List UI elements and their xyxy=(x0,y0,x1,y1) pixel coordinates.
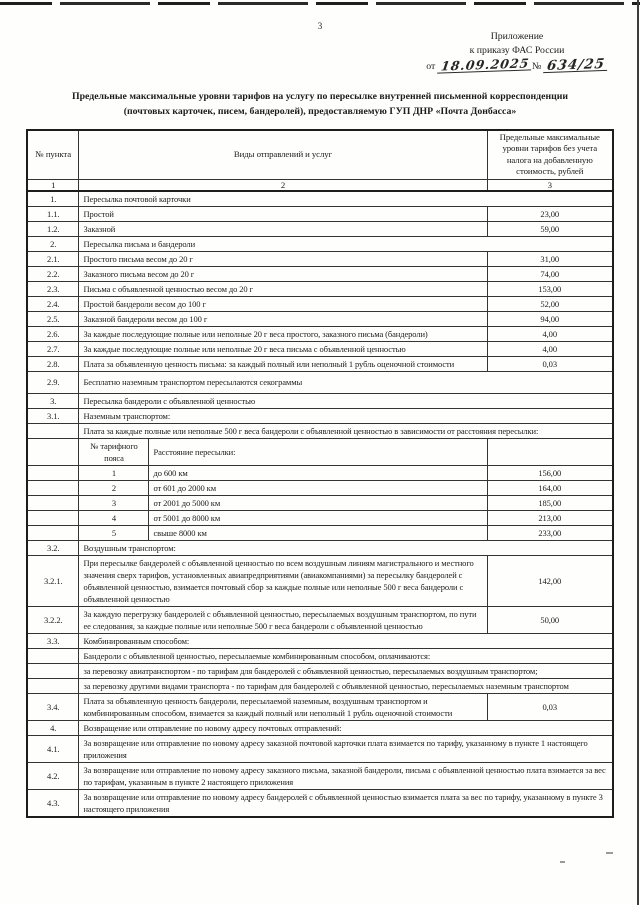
table-row xyxy=(27,510,613,525)
number-sign: № xyxy=(532,61,542,72)
row-text: Бесплатно наземным транспортом пересылаются секограммы xyxy=(79,371,613,393)
row-text: Пересылка письма и бандероли xyxy=(79,236,613,251)
row-num: 3.1. xyxy=(27,408,79,423)
row-value: 185,00 xyxy=(487,495,613,510)
handwritten-order-number: 634/25 xyxy=(543,58,609,73)
row-text: Заказного письма весом до 20 г xyxy=(79,266,487,281)
table-row xyxy=(27,693,613,720)
header-col-number: № пункта xyxy=(27,130,79,180)
colnum-1: 1 xyxy=(27,179,79,191)
row-value: 23,00 xyxy=(487,206,613,221)
row-num xyxy=(27,423,79,438)
zone-number: 3 xyxy=(79,495,149,510)
scan-artifact xyxy=(606,852,613,854)
annex-date-line xyxy=(412,55,622,75)
header-col-services: Виды отправлений и услуг xyxy=(79,130,487,180)
row-text: за перевозку авиатранспортом - по тарифам для бандеролей с объявленной ценностью, пересылаемых воздушным транспортом; xyxy=(79,663,613,678)
zone-number: 2 xyxy=(79,480,149,495)
colnum-2: 2 xyxy=(79,179,487,191)
row-num xyxy=(27,663,79,678)
row-num xyxy=(27,510,79,525)
table-row xyxy=(27,555,613,606)
table-row xyxy=(27,251,613,266)
row-text: Плата за объявленную ценность письма: за каждый полный или неполный 1 рубль оценочной стоимости xyxy=(79,356,487,371)
table-row xyxy=(27,735,613,762)
row-num: 3. xyxy=(27,393,79,408)
row-num: 4.2. xyxy=(27,762,79,789)
page-number: 3 xyxy=(317,21,323,31)
table-row xyxy=(27,206,613,221)
row-text: Плата за объявленную ценность бандероли, пересылаемой наземным, воздушным транспортом и комбинированным способом, взимается за каждый полный или неполный 1 рубль оценочной стоимости xyxy=(79,693,487,720)
row-num: 2.6. xyxy=(27,326,79,341)
table-row xyxy=(27,371,613,393)
table-row xyxy=(27,266,613,281)
row-num: 3.2.2. xyxy=(27,606,79,633)
zone-header: № тарифного пояса xyxy=(79,438,149,465)
row-text: При пересылке бандеролей с объявленной ценностью по всем воздушным линиям магистрального и местного значения сверх тарифов, установленных авиапредприятиями (авиакомпаниями) за пересылку бандеролей с объявленной ценностью, взимается почтовый сбор за каждые полные или неполные 500 г веса бандероли с объявленной ценностью xyxy=(79,555,487,606)
row-text: За каждую перегрузку бандеролей с объявленной ценностью, пересылаемых воздушным транспортом, по пути ее следования, за каждые полные или неполные 500 г веса бандероли с объявленной ценностью xyxy=(79,606,487,633)
table-row xyxy=(27,281,613,296)
row-num xyxy=(27,648,79,663)
row-num xyxy=(27,525,79,540)
row-text: Пересылка почтовой карточки xyxy=(79,191,613,207)
column-number-row xyxy=(27,179,613,191)
row-text: до 600 км xyxy=(149,465,487,480)
scan-artifact xyxy=(560,861,565,863)
row-num: 2.8. xyxy=(27,356,79,371)
row-num: 4.3. xyxy=(27,789,79,817)
table-row xyxy=(27,393,613,408)
row-text: свыше 8000 км xyxy=(149,525,487,540)
row-text: Воздушным транспортом: xyxy=(79,540,613,555)
row-text: За каждые последующие полные или неполные 20 г веса письма с объявленной ценностью xyxy=(79,341,487,356)
table-row xyxy=(27,408,613,423)
title-line-2: (почтовых карточек, писем, бандеролей), предоставляемую ГУП ДНР «Почта Донбасса» xyxy=(123,105,517,117)
row-value: 31,00 xyxy=(487,251,613,266)
table-row xyxy=(27,341,613,356)
table-row xyxy=(27,678,613,693)
row-text: от 601 до 2000 км xyxy=(149,480,487,495)
tariff-table xyxy=(26,129,614,818)
row-num: 2.4. xyxy=(27,296,79,311)
table-row xyxy=(27,525,613,540)
row-text: Простой бандероли весом до 100 г xyxy=(79,296,487,311)
table-row xyxy=(27,221,613,236)
table-row xyxy=(27,326,613,341)
zone-number: 4 xyxy=(79,510,149,525)
row-text: от 2001 до 5000 км xyxy=(149,495,487,510)
table-row xyxy=(27,720,613,735)
row-text: За каждые последующие полные или неполные 20 г веса простого, заказного письма (бандероли) xyxy=(79,326,487,341)
table-row xyxy=(27,296,613,311)
annex-line-1: Приложение xyxy=(490,31,544,42)
row-text: Заказной бандероли весом до 100 г xyxy=(79,311,487,326)
ot-label: от xyxy=(426,61,436,72)
annex-line-2: к приказу ФАС России xyxy=(469,44,565,56)
scan-edge-right xyxy=(637,0,639,905)
zone-number: 1 xyxy=(79,465,149,480)
row-num: 3.2.1. xyxy=(27,555,79,606)
table-row xyxy=(27,789,613,817)
table-row xyxy=(27,423,613,438)
colnum-3: 3 xyxy=(487,179,613,191)
row-num: 2.9. xyxy=(27,371,79,393)
row-value: 52,00 xyxy=(487,296,613,311)
row-num: 1. xyxy=(27,191,79,207)
zone-number: 5 xyxy=(79,525,149,540)
row-value: 213,00 xyxy=(487,510,613,525)
row-num: 3.3. xyxy=(27,633,79,648)
table-row xyxy=(27,633,613,648)
row-text: Пересылка бандероли с объявленной ценностью xyxy=(79,393,613,408)
row-text: Плата за каждые полные или неполные 500 г веса бандероли с объявленной ценностью в зависимости от расстояния пересылки: xyxy=(79,423,613,438)
document-title xyxy=(24,89,616,119)
row-value: 233,00 xyxy=(487,525,613,540)
row-text: Бандероли с объявленной ценностью, пересылаемые комбинированным способом, оплачиваются: xyxy=(79,648,613,663)
row-value: 50,00 xyxy=(487,606,613,633)
table-row xyxy=(27,606,613,633)
row-text: За возвращение или отправление по новому адресу заказной почтовой карточки плата взимается по тарифу, указанному в пункте 1 настоящего приложения xyxy=(79,735,613,762)
row-text: Простой xyxy=(79,206,487,221)
row-num xyxy=(27,480,79,495)
row-value: 4,00 xyxy=(487,326,613,341)
row-text: Возвращение или отправление по новому адресу почтовых отправлений: xyxy=(79,720,613,735)
row-value: 94,00 xyxy=(487,311,613,326)
row-value: 153,00 xyxy=(487,281,613,296)
row-num: 4.1. xyxy=(27,735,79,762)
distance-header: Расстояние пересылки: xyxy=(149,438,487,465)
table-row xyxy=(27,762,613,789)
row-value: 156,00 xyxy=(487,465,613,480)
row-text: Заказной xyxy=(79,221,487,236)
row-text: от 5001 до 8000 км xyxy=(149,510,487,525)
row-text: Письма с объявленной ценностью весом до 20 г xyxy=(79,281,487,296)
row-num: 1.1. xyxy=(27,206,79,221)
row-value: 4,00 xyxy=(487,341,613,356)
table-row xyxy=(27,495,613,510)
row-value: 59,00 xyxy=(487,221,613,236)
row-num: 2.3. xyxy=(27,281,79,296)
row-num: 1.2. xyxy=(27,221,79,236)
row-num xyxy=(27,495,79,510)
row-num: 3.2. xyxy=(27,540,79,555)
row-text: Простого письма весом до 20 г xyxy=(79,251,487,266)
table-row xyxy=(27,540,613,555)
row-value: 142,00 xyxy=(487,555,613,606)
row-text: Комбинированным способом: xyxy=(79,633,613,648)
table-row xyxy=(27,648,613,663)
table-row xyxy=(27,356,613,371)
row-num: 2.7. xyxy=(27,341,79,356)
row-num: 2.1. xyxy=(27,251,79,266)
table-row xyxy=(27,191,613,207)
row-text: за перевозку другими видами транспорта - по тарифам для бандеролей с объявленной ценностью, пересылаемых наземным транспортом xyxy=(79,678,613,693)
row-num: 4. xyxy=(27,720,79,735)
row-value: 0,03 xyxy=(487,356,613,371)
table-row xyxy=(27,311,613,326)
table-row xyxy=(27,465,613,480)
annex-header xyxy=(412,30,622,74)
row-num: 3.4. xyxy=(27,693,79,720)
header-col-tariff: Предельные максимальные уровни тарифов без учета налога на добавленную стоимость, рублей xyxy=(487,130,613,180)
title-line-1: Предельные максимальные уровни тарифов на услугу по пересылке внутренней письменной корреспонденции xyxy=(71,90,569,102)
row-num: 2.5. xyxy=(27,311,79,326)
table-row xyxy=(27,236,613,251)
row-value: 0,03 xyxy=(487,693,613,720)
scan-edge-top xyxy=(0,2,640,5)
row-text: Наземным транспортом: xyxy=(79,408,613,423)
table-row xyxy=(27,663,613,678)
row-num xyxy=(27,465,79,480)
row-num xyxy=(27,438,79,465)
row-text: За возвращение или отправление по новому адресу заказного письма, заказной бандероли, письма с объявленной ценностью плата взимается за вес по тарифам, указанным в пункте 2 настоящего приложения xyxy=(79,762,613,789)
table-header-row xyxy=(27,130,613,180)
row-num: 2.2. xyxy=(27,266,79,281)
row-value: 74,00 xyxy=(487,266,613,281)
table-row xyxy=(27,438,613,465)
row-value: 164,00 xyxy=(487,480,613,495)
table-row xyxy=(27,480,613,495)
row-num: 2. xyxy=(27,236,79,251)
row-text: За возвращение или отправление по новому адресу бандеролей с объявленной ценностью взимается плата за вес по тарифу, указанному в пункте 3 настоящего приложения xyxy=(79,789,613,817)
row-num xyxy=(27,678,79,693)
handwritten-date: 18.09.2025 xyxy=(437,57,533,73)
row-value xyxy=(487,438,613,465)
